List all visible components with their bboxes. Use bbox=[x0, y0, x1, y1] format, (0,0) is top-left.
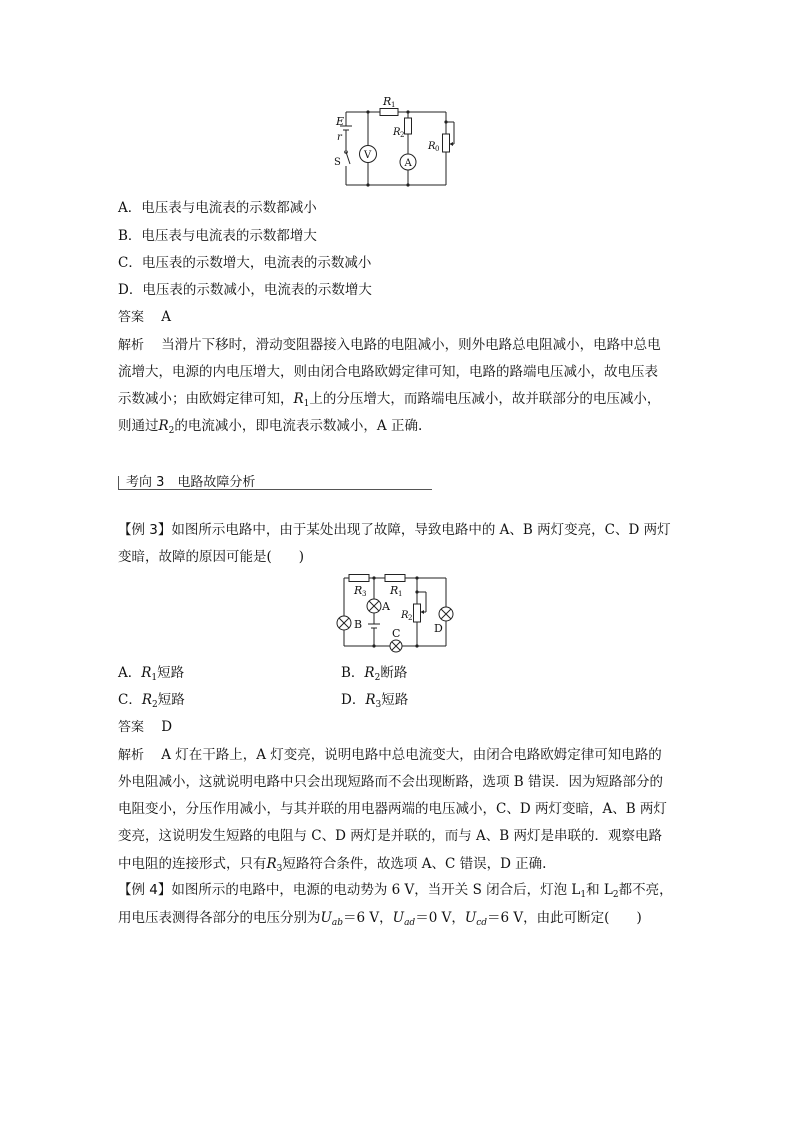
ex3-option-a bbox=[118, 664, 184, 687]
variable: R bbox=[364, 665, 375, 681]
analysis-line bbox=[118, 746, 662, 765]
ex4-tag: 【例 4】 bbox=[118, 882, 172, 898]
subscript: 2 bbox=[168, 426, 175, 436]
ex3-option-d bbox=[341, 691, 408, 714]
variable: R bbox=[141, 665, 152, 681]
analysis-text: 上的分压增大，而路端电压减小，故并联部分的电压减小， bbox=[309, 391, 661, 407]
analysis-text: A 灯在干路上，A 灯变亮，说明电路中总电流变大，由闭合电路欧姆定律可知电路的 bbox=[161, 747, 662, 763]
subscript: 2 bbox=[612, 890, 619, 900]
label-S: S bbox=[334, 157, 341, 168]
ex4-stem: 如图所示的电路中，电源的电动势为 6 V，当开关 S 闭合后，灯泡 L bbox=[171, 882, 581, 898]
label-R2: R bbox=[393, 127, 401, 138]
ex3-tag: 【例 3】 bbox=[118, 522, 172, 538]
section-title: 考向 3 电路故障分析 bbox=[126, 475, 256, 490]
section-rule bbox=[118, 489, 432, 490]
analysis-line bbox=[118, 417, 422, 440]
lamp-D-label: D bbox=[434, 622, 443, 635]
ex3-option-c bbox=[118, 691, 185, 714]
analysis-text: 短路符合条件，故选项 A、C 错误，D 正确. bbox=[282, 856, 547, 872]
circuit-diagram-1 bbox=[320, 92, 470, 192]
option-c bbox=[118, 254, 371, 272]
subscript: cd bbox=[476, 918, 488, 928]
label-R1-sub: 1 bbox=[391, 101, 396, 109]
answer-value: D bbox=[161, 719, 173, 735]
ex3-option-b bbox=[341, 664, 407, 687]
option-text: 电压表的示数减小，电流表的示数增大 bbox=[142, 282, 372, 298]
analysis-text: 中电阻的连接形式，只有 bbox=[118, 856, 267, 872]
ex4-stem-line-1 bbox=[118, 881, 673, 904]
label-R2-sub: 2 bbox=[408, 614, 413, 622]
option-text: 短路 bbox=[381, 692, 409, 708]
label-R3-sub: 3 bbox=[362, 590, 367, 598]
label-E: E bbox=[336, 115, 345, 128]
option-letter: C． bbox=[118, 255, 142, 271]
option-letter: A． bbox=[118, 200, 142, 216]
variable: U bbox=[320, 910, 332, 926]
option-text: 电压表与电流表的示数都减小 bbox=[141, 200, 317, 216]
subscript: 2 bbox=[152, 700, 158, 710]
ex4-stem: 都不亮， bbox=[618, 882, 673, 898]
variable: R bbox=[141, 692, 153, 708]
analysis-line: 流增大，电源的内电压增大，则由闭合电路欧姆定律可知，电路的路端电压减小，故电压表 bbox=[118, 364, 658, 380]
label-R1: R bbox=[390, 584, 399, 597]
subscript: 1 bbox=[580, 890, 587, 900]
answer-row-prev bbox=[118, 308, 171, 327]
ex3-stem: 如图所示电路中，由于某处出现了故障，导致电路中的 A、B 两灯变亮，C、D 两灯 bbox=[171, 522, 671, 538]
ammeter-A: A bbox=[404, 158, 412, 169]
analysis-text: 示数减小；由欧姆定律可知， bbox=[118, 391, 294, 407]
ex4-stem: 用电压表测得各部分的电压分别为 bbox=[118, 910, 321, 926]
option-letter: D． bbox=[118, 282, 143, 298]
voltmeter-V: V bbox=[364, 150, 372, 161]
ex4-stem: ＝6 V， bbox=[343, 910, 393, 926]
analysis-text: 当滑片下移时，滑动变阻器接入电路的电阻减小，则外电路总电阻减小，电路中总电 bbox=[161, 337, 661, 353]
analysis-line: 外电阻减小，这就说明电路中只会出现短路而不会出现断路，选项 B 错误．因为短路部分的 bbox=[118, 774, 664, 790]
ex4-stem: ＝0 V， bbox=[415, 910, 465, 926]
answer-row-ex3 bbox=[118, 718, 172, 737]
label-r: r bbox=[337, 132, 342, 143]
label-R1: R bbox=[383, 95, 392, 108]
analysis-label: 解析 bbox=[118, 338, 145, 353]
analysis-text: 的电流减小，即电流表示数减小，A 正确. bbox=[174, 418, 423, 434]
lamp-C-label: C bbox=[392, 627, 401, 640]
analysis-label: 解析 bbox=[118, 748, 145, 763]
label-R0: R bbox=[428, 141, 436, 152]
variable: U bbox=[392, 910, 405, 926]
variable: R bbox=[266, 856, 277, 872]
analysis-line: 电阻变小，分压作用减小，与其并联的用电器两端的电压减小，C、D 两灯变暗，A、B 两灯 bbox=[118, 801, 667, 817]
option-text: 断路 bbox=[380, 665, 408, 681]
ex3-stem-line-2: 变暗，故障的原因可能是( ) bbox=[118, 549, 305, 565]
option-text: 短路 bbox=[157, 692, 185, 708]
analysis-line bbox=[118, 855, 546, 878]
variable: R bbox=[365, 692, 376, 708]
label-R1-sub: 1 bbox=[398, 590, 403, 598]
option-letter: B． bbox=[341, 665, 365, 681]
variable: U bbox=[464, 910, 477, 926]
option-d bbox=[118, 281, 372, 299]
subscript: 2 bbox=[374, 673, 381, 683]
analysis-line bbox=[118, 336, 661, 355]
label-R0-sub: 0 bbox=[435, 145, 440, 153]
lamp-A-label: A bbox=[382, 600, 390, 613]
section-heading bbox=[118, 470, 432, 490]
variable: R bbox=[293, 391, 304, 407]
ex3-stem-line-1 bbox=[118, 521, 671, 539]
option-a bbox=[118, 199, 317, 217]
subscript: 3 bbox=[276, 864, 283, 874]
option-letter: D． bbox=[341, 692, 366, 708]
option-letter: B． bbox=[118, 228, 142, 244]
option-letter: C． bbox=[118, 692, 142, 708]
subscript: 1 bbox=[151, 673, 158, 683]
subscript: 1 bbox=[303, 399, 310, 409]
subscript: 3 bbox=[375, 700, 382, 710]
ex4-stem-line-2 bbox=[118, 909, 642, 932]
analysis-text: 则通过 bbox=[118, 418, 159, 434]
subscript: ab bbox=[331, 918, 344, 928]
option-letter: A． bbox=[118, 665, 142, 681]
label-R3: R bbox=[354, 584, 363, 597]
option-text: 短路 bbox=[157, 665, 185, 681]
circuit-diagram-2 bbox=[334, 570, 459, 658]
option-text: 电压表与电流表的示数都增大 bbox=[141, 228, 317, 244]
answer-label: 答案 bbox=[118, 720, 145, 735]
answer-label: 答案 bbox=[118, 310, 145, 325]
option-b bbox=[118, 227, 317, 245]
label-R2-sub: 2 bbox=[400, 131, 405, 139]
subscript: ad bbox=[404, 918, 416, 928]
variable: R bbox=[158, 418, 169, 434]
ex4-stem: 和 L bbox=[586, 882, 613, 898]
answer-value: A bbox=[161, 309, 171, 325]
option-text: 电压表的示数增大，电流表的示数减小 bbox=[141, 255, 372, 271]
section-corner bbox=[118, 476, 119, 490]
analysis-line: 变亮，这说明发生短路的电阻与 C、D 两灯是并联的，而与 A、B 两灯是串联的．观察电路 bbox=[118, 828, 662, 844]
lamp-B-label: B bbox=[354, 618, 363, 631]
ex4-stem: ＝6 V，由此可断定( ) bbox=[487, 910, 642, 926]
label-R2: R bbox=[401, 610, 409, 621]
analysis-line bbox=[118, 390, 660, 413]
